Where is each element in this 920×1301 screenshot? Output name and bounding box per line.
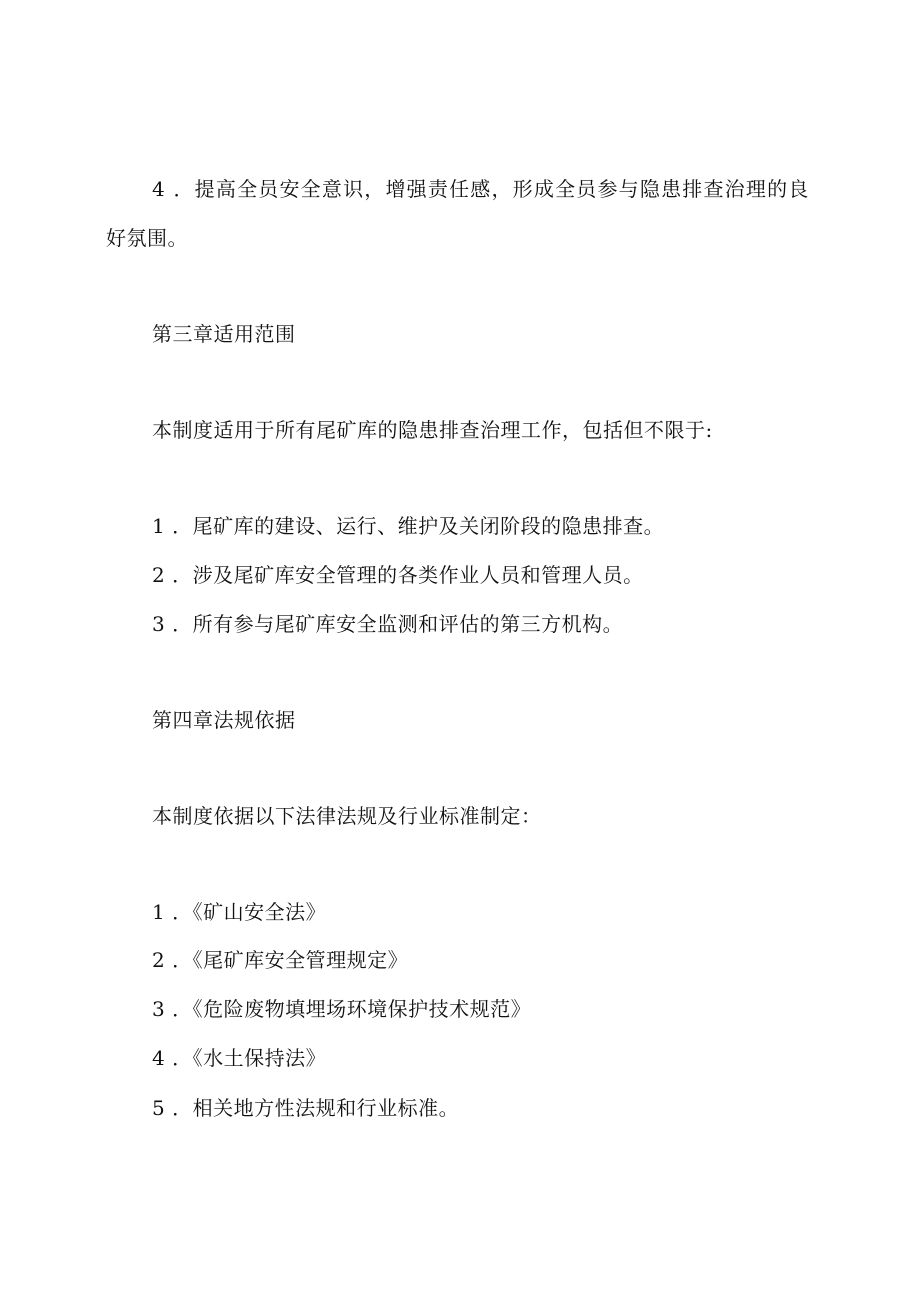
chapter-4-item-2: 2 ．《尾矿库安全管理规定》 bbox=[152, 948, 409, 972]
chapter-3-item-1: 1 ．尾矿库的建设、运行、维护及关闭阶段的隐患排查。 bbox=[152, 514, 665, 538]
chapter-3-intro: 本制度适用于所有尾矿库的隐患排查治理工作，包括但不限于: bbox=[152, 418, 713, 442]
chapter-3-item-2: 2 ．涉及尾矿库安全管理的各类作业人员和管理人员。 bbox=[152, 563, 644, 587]
chapter-4-item-1: 1 ．《矿山安全法》 bbox=[152, 900, 327, 924]
chapter-3-item-3: 3 ．所有参与尾矿库安全监测和评估的第三方机构。 bbox=[152, 612, 624, 636]
chapter-4-item-5: 5 ．相关地方性法规和行业标准。 bbox=[152, 1096, 460, 1120]
item-4-line-1: 4 ．提高全员安全意识，增强责任感，形成全员参与隐患排查治理的良 bbox=[152, 177, 810, 201]
item-4-line-2: 好氛围。 bbox=[106, 226, 188, 250]
chapter-4-intro: 本制度依据以下法律法规及行业标准制定： bbox=[152, 804, 542, 828]
chapter-4-item-3: 3 ．《危险废物填埋场环境保护技术规范》 bbox=[152, 997, 532, 1021]
chapter-4-title: 第四章法规依据 bbox=[152, 708, 296, 732]
chapter-3-title: 第三章适用范围 bbox=[152, 322, 296, 346]
chapter-4-item-4: 4 ．《水土保持法》 bbox=[152, 1046, 327, 1070]
